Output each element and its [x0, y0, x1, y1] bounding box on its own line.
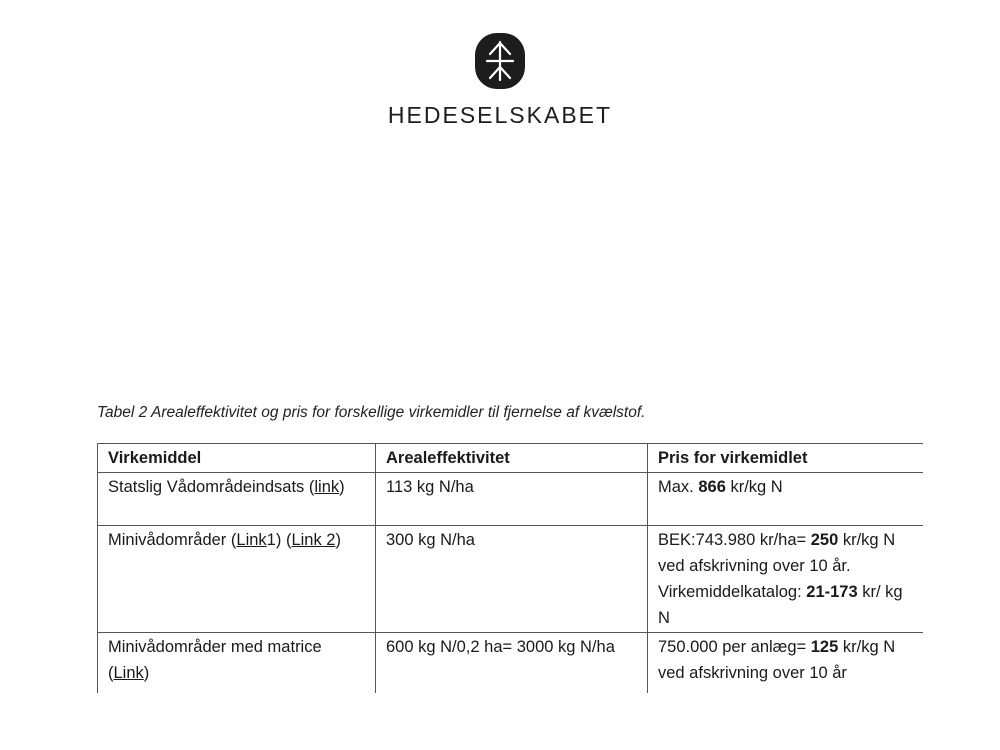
area-cell: 113 kg N/ha [376, 473, 648, 526]
table-row [98, 633, 924, 694]
measure-cell: Minivådområder (Link1) (Link 2) [98, 526, 376, 633]
price-cell: BEK:743.980 kr/ha= 250 kr/kg N ved afskrivning over 10 år. Virkemiddelkatalog: 21-173 kr/ kg N [648, 526, 924, 633]
logo-wordmark: HEDESELSKABET [387, 102, 613, 128]
logo [0, 33, 1000, 129]
link-2[interactable]: Link 2 [291, 531, 336, 549]
link[interactable]: Link [113, 664, 144, 682]
table-container [97, 443, 923, 693]
price-cell: 750.000 per anlæg= 125 kr/kg N ved afskrivning over 10 år [648, 633, 924, 694]
link-1[interactable]: Link [236, 531, 267, 549]
measure-cell: Statslig Vådområdeindsats (link) [98, 473, 376, 526]
area-cell: 600 kg N/0,2 ha= 3000 kg N/ha [376, 633, 648, 694]
table-row [98, 473, 924, 526]
table-caption: Tabel 2 Arealeffektivitet og pris for forskellige virkemidler til fjernelse af kvælstof. [97, 404, 646, 421]
column-header: Arealeffektivitet [376, 444, 648, 473]
measure-cell: Minivådområder med matrice (Link) [98, 633, 376, 694]
table-row [98, 526, 924, 633]
hedeselskabet-tree-icon [475, 33, 525, 89]
price-cell: Max. 866 kr/kg N [648, 473, 924, 526]
area-cell: 300 kg N/ha [376, 526, 648, 633]
column-header: Virkemiddel [98, 444, 376, 473]
link[interactable]: link [314, 478, 340, 496]
table-header-row [98, 444, 924, 473]
measures-table [97, 443, 923, 693]
column-header: Pris for virkemidlet [648, 444, 924, 473]
